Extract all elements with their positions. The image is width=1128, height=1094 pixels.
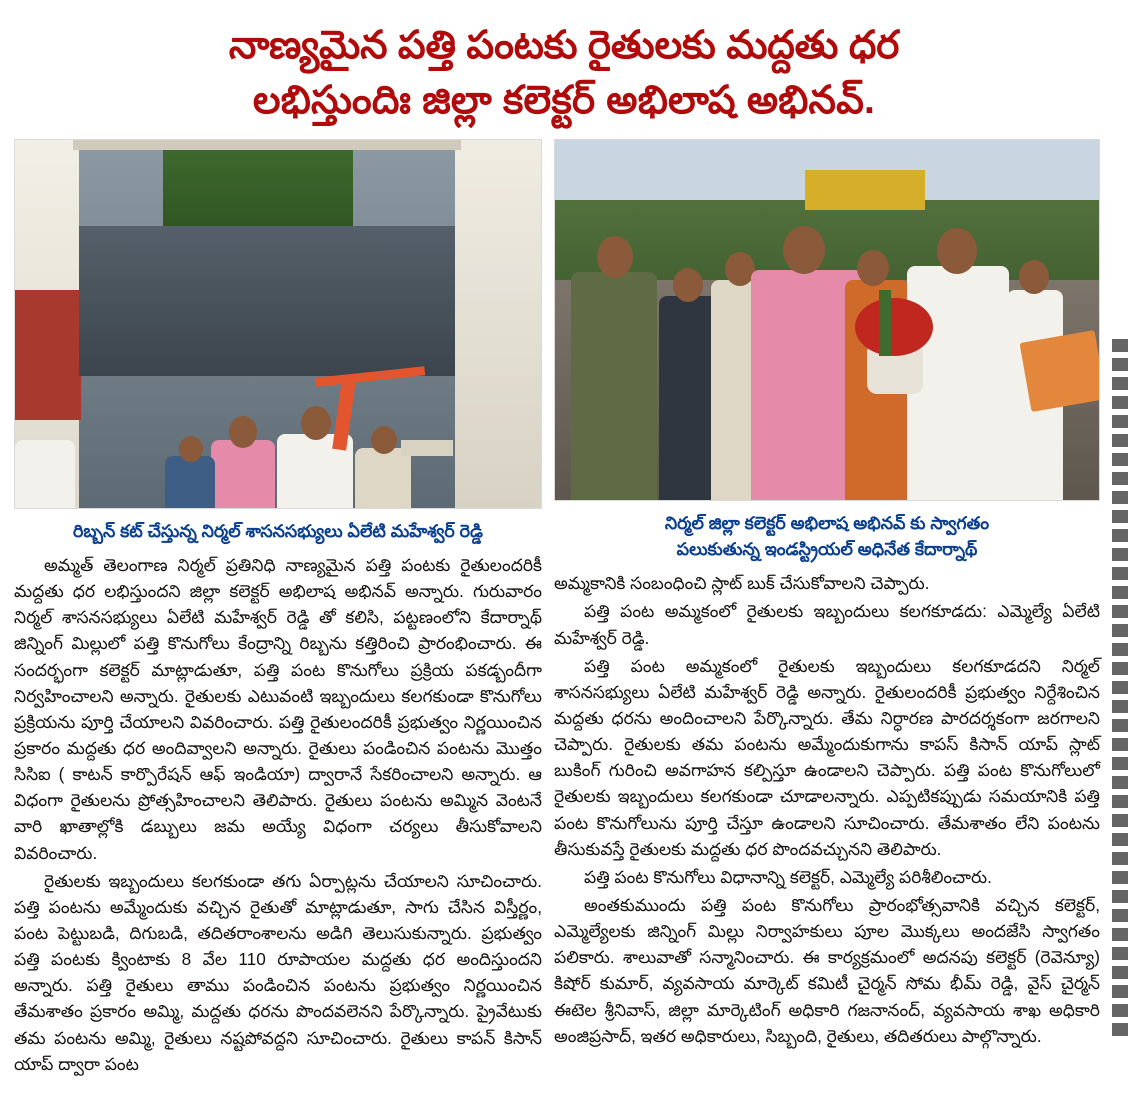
right-caption-line-1: నిర్మల్ జిల్లా కలెక్టర్ అభిలాష అభినవ్ కు స్వాగతం <box>664 512 990 533</box>
head-b <box>673 268 703 302</box>
page-title <box>14 18 1114 129</box>
head-1 <box>229 416 257 448</box>
poinsettia-flower <box>855 298 933 356</box>
sliver-text-line <box>1112 605 1128 618</box>
person-left-edge <box>15 440 75 509</box>
sliver-text-line <box>1112 928 1128 941</box>
sliver-text-line <box>1112 890 1128 903</box>
sliver-text-line <box>1112 681 1128 694</box>
tray <box>401 440 453 456</box>
person-cream <box>355 448 411 509</box>
sliver-text-line <box>1112 757 1128 770</box>
sliver-text-line <box>1112 947 1128 960</box>
sliver-text-line <box>1112 719 1128 732</box>
left-photo-caption <box>16 518 540 544</box>
person-pink-saree <box>211 440 275 509</box>
paragraph: పత్తి పంట అమ్మకంలో రైతులకు ఇబ్బందులు కలగకూడదని నిర్మల్ శాసనసభ్యులు ఏలేటి మహేశ్వర్ రెడ్డి అన్నారు. రైతులందరికీ ప్రభుత్వం నిర్దేశించిన మద్దతు ధరను అందించాలని పేర్కొన్నారు. తేమ నిర్ధారణ పారదర్శకంగా జరగాలని చెప్పారు. రైతులకు తమ పంటను అమ్మేందుకుగాను కాపస్ కిసాన్ యాప్ స్లాట్ బుకింగ్ గురించి అవగాహన కల్పిస్తూ ఉండాలని చెప్పారు. పత్తి పంట కొనుగోలులో రైతులకు ఇబ్బందులు కలగకుండా చూడాలన్నారు. ఎప్పటికప్పుడు సమయానికి పత్తి పంట కొనుగోలును పూర్తి చేస్తూ ఉండాలని సూచించారు. తేమశాతం లేని పంటను తీసుకువస్తే రైతులకు మద్దతు ధర పొందవచ్చునని తెలిపారు. <box>554 655 1100 859</box>
head-e <box>937 228 977 274</box>
sliver-text-line <box>1112 795 1128 808</box>
sliver-text-line <box>1112 643 1128 656</box>
crowd-background <box>79 226 455 376</box>
person-blue <box>165 456 215 509</box>
sliver-text-line <box>1112 491 1128 504</box>
sliver-text-line <box>1112 472 1128 485</box>
red-banner <box>15 290 81 420</box>
sliver-text-line <box>1112 396 1128 409</box>
sliver-text-line <box>1112 510 1128 523</box>
sliver-text-line <box>1112 909 1128 922</box>
person-olive-shirt <box>571 272 657 501</box>
person-dark <box>659 296 719 501</box>
sliver-text-line <box>1112 358 1128 371</box>
right-caption-line-2: పలుకుతున్న ఇండస్ట్రియల్ అధినేత కేదార్నాథ్ <box>676 539 978 559</box>
head-2 <box>301 406 331 440</box>
adjacent-column-sliver <box>1112 139 1128 1042</box>
sliver-text-line <box>1112 700 1128 713</box>
sliver-text-line <box>1112 377 1128 390</box>
headline-line-1: నాణ్యమైన పత్తి పంటకు రైతులకు మద్దతు ధర <box>228 24 900 67</box>
left-caption-text: రిబ్బన్ కట్ చేస్తున్న నిర్మల్ శాసనసభ్యులు ఏలేటి మహేశ్వర్ రెడ్డి <box>73 520 483 541</box>
sliver-text-line <box>1112 529 1128 542</box>
head-f <box>1019 260 1049 294</box>
sliver-text-line <box>1112 776 1128 789</box>
sliver-text-line <box>1112 1023 1128 1036</box>
paragraph: పత్తి పంట కొనుగోలు విధానాన్ని కలెక్టర్, ఎమ్మెల్యే పరిశీలించారు. <box>584 866 992 887</box>
paragraph: అమ్మత్ తెలంగాణ నిర్మల్ ప్రతినిధి నాణ్యమైన పత్తి పంటకు రైతులందరికీ మద్దతు ధర లభిస్తుందని జిల్లా కలెక్టర్ అభిలాష అభినవ్ అన్నారు. గురువారం నిర్మల్ శాసనసభ్యులు ఏలేటి మహేశ్వర్ రెడ్డి తో కలిసి, పట్టణంలోని కేదార్నాథ్ జిన్నింగ్ మిల్లులో పత్తి కొనుగోలు కేంద్రాన్ని రిబ్బను కత్తిరించి ప్రారంభించారు. ఈ సందర్భంగా కలెక్టర్ మాట్లాడుతూ, పత్తి పంట కొనుగోలు ప్రక్రియ పకడ్బందీగా నిర్వహించాలని అన్నారు. రైతులకు ఎటువంటి ఇబ్బందులు కలగకుండా కొనుగోలు ప్రక్రియను పూర్తి చేయాలని వివరించారు. పత్తి రైతులందరికీ ప్రభుత్వం నిర్ణయించిన ప్రకారం మద్దతు ధర అందివ్వాలని అన్నారు. రైతులు పండించిన పంటను మొత్తం సిసిఐ ( కాటన్ కార్పొరేషన్ ఆఫ్ ఇండియా) ద్వారానే సేకరించాలని అన్నారు. ఆ విధంగా రైతులను ప్రోత్సహించాలని తెలిపారు. రైతులు పంటను అమ్మిన వెంటనే వారి ఖాతాల్లోకి డబ్బులు జమ అయ్యే విధంగా చర్యలు తీసుకోవాలని వివరించారు. <box>14 555 542 863</box>
head-a <box>597 236 633 278</box>
left-article-text <box>14 552 542 1077</box>
plant-stem <box>879 290 891 356</box>
article-body <box>14 139 1114 1079</box>
collector-welcome-photo <box>554 139 1100 501</box>
head-collector <box>783 226 825 274</box>
wall-right <box>455 140 541 508</box>
sliver-text-line <box>1112 662 1128 675</box>
head-4 <box>371 426 397 454</box>
door-frame <box>73 140 461 150</box>
sliver-text-line <box>1112 339 1128 352</box>
sliver-text-line <box>1112 966 1128 979</box>
right-article-text <box>554 570 1100 1049</box>
sliver-text-line <box>1112 434 1128 447</box>
sliver-text-line <box>1112 814 1128 827</box>
left-column <box>14 139 542 1079</box>
paragraph: అమ్మకానికి సంబంధించి స్లాట్ బుక్ చేసుకోవాలని చెప్పారు. <box>554 573 930 594</box>
headline-line-2: లభిస్తుందిః జిల్లా కలెక్టర్ అభిలాష అభినవ్. <box>252 79 876 123</box>
sliver-text-line <box>1112 453 1128 466</box>
sliver-text-line <box>1112 833 1128 846</box>
sliver-text-line <box>1112 586 1128 599</box>
right-column <box>554 139 1100 1051</box>
sliver-text-line <box>1112 624 1128 637</box>
sliver-text-line <box>1112 415 1128 428</box>
right-photo-caption <box>556 510 1098 563</box>
yellow-vehicle <box>805 170 925 210</box>
photo-scene-left <box>15 140 541 508</box>
sliver-text-line <box>1112 738 1128 751</box>
sliver-text-line <box>1112 985 1128 998</box>
photo-scene-right <box>555 140 1099 500</box>
sliver-text-line <box>1112 567 1128 580</box>
cloth-stack <box>1019 330 1100 412</box>
paragraph: రైతులకు ఇబ్బందులు కలగకుండా తగు ఏర్పాట్లను చేయాలని సూచించారు. పత్తి పంటను అమ్మేందుకు వచ్చిన రైతుతో మాట్లాడుతూ, సాగు చేసిన విస్తీర్ణం, పంట పెట్టుబడి, దిగుబడి, తదితరాంశాలను అడిగి తెలుసుకున్నారు. ప్రభుత్వం పత్తి పంటకు క్వింటాకు 8 వేల 110 రూపాయల మద్దతు ధర అందిస్తుందని అన్నారు. పత్తి రైతులు తాము పండించిన పంటను ప్రభుత్వం నిర్ణయించిన తేమశాతం ప్రకారం అమ్మి, మద్దతు ధరను పొందవలెనని పేర్కొన్నారు. ప్రైవేటుకు తమ పంటను అమ్మి, రైతులు నష్టపోవద్దని సూచించారు. రైతులు కాపన్ కిసాన్ యాప్ ద్వారా పంట <box>14 870 542 1074</box>
sliver-text-line <box>1112 1004 1128 1017</box>
head-3 <box>179 436 203 462</box>
sliver-text-line <box>1112 548 1128 561</box>
paragraph: పత్తి పంట అమ్మకంలో రైతులకు ఇబ్బందులు కలగకూడదు: ఎమ్మెల్యే ఏలేటి మహేశ్వర్ రెడ్డి. <box>554 601 1100 648</box>
sliver-text-line <box>1112 871 1128 884</box>
head-d <box>857 250 889 286</box>
ribbon-cutting-photo <box>14 139 542 509</box>
sliver-text-line <box>1112 852 1128 865</box>
paragraph: అంతకుముందు పత్తి పంట కొనుగోలు ప్రారంభోత్సవానికి వచ్చిన కలెక్టర్, ఎమ్మెల్యేలకు జిన్నింగ్ మిల్లు నిర్వాహకులు పూల మొక్కలు అందజేసి స్వాగతం పలికారు. శాలువాతో సన్మానించారు. ఈ కార్యక్రమంలో అదనపు కలెక్టర్ (రెవెన్యూ) కిషోర్ కుమార్, వ్యవసాయ మార్కెట్ కమిటీ చైర్మన్ సోమ భీమ్ రెడ్డి, వైస్ చైర్మన్ ఈటెల శ్రీనివాస్, జిల్లా మార్కెటింగ్ అధికారి గజనానంద్, వ్యవసాయ శాఖ అధికారి అంజిప్రసాద్, ఇతర అధికారులు, సిబ్బంది, రైతులు, తదితరులు పాల్గొన్నారు. <box>554 894 1100 1046</box>
